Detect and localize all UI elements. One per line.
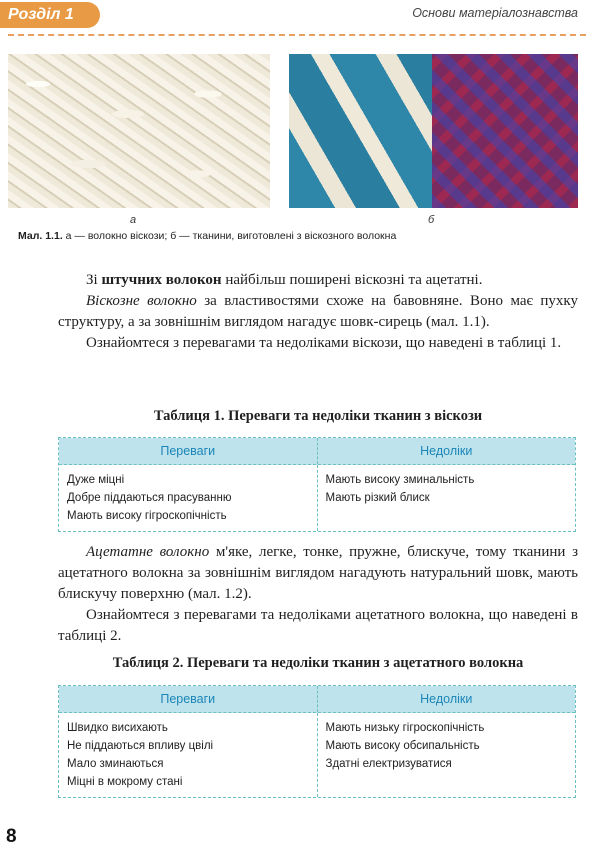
paragraph-3: Ознайомтеся з перевагами та недоліками віскози, що наведені в таблиці 1.	[86, 335, 562, 351]
paragraph-1: Зі штучних волокон найбільш поширені віскозні та ацетатні.	[86, 272, 483, 288]
header-divider	[8, 34, 586, 36]
table-1-disadvantages	[318, 465, 576, 531]
table-cell: Здатні електризуватися	[325, 758, 452, 770]
patterned-fabric-photo	[432, 54, 578, 208]
table-cell: Не піддаються впливу цвілі	[67, 740, 214, 752]
table-cell: Мають низьку гігроскопічність	[325, 722, 485, 734]
table-1-header-disadvantages: Недоліки	[420, 444, 473, 458]
table-2-title: Таблиця 2. Переваги та недоліки тканин з ацетатного волокна	[112, 655, 524, 671]
viscose-fiber-photo	[8, 54, 270, 208]
paragraph-5: Ознайомтеся з перевагами та недоліками ацетатного волокна, що наведені в таблиці 2.	[58, 607, 578, 644]
body-text-block-1	[58, 270, 578, 354]
table-1	[58, 437, 576, 532]
paragraph-4: Ацетатне волокно м'яке, легке, тонке, пружне, блискуче, тому тканини з ацетатного волокна за зовнішнім виглядом нагадують натуральний шовк, мають блискучу поверхню (мал. 1.2).	[58, 544, 578, 602]
running-title: Основи матеріалознавства	[412, 6, 578, 20]
term-artificial-fibers: штучних волокон	[101, 272, 222, 288]
body-text-block-2	[58, 542, 578, 647]
table-2-disadvantages	[318, 713, 576, 797]
table-1-advantages	[59, 465, 318, 531]
table-1-header	[59, 438, 575, 465]
table-2-header-advantages: Переваги	[59, 686, 318, 712]
caption-text: а — волокно віскози; б — тканини, виготовлені з віскозного волокна	[65, 230, 397, 242]
table-2-body	[59, 713, 575, 797]
table-cell: Мають високу зминальність	[325, 474, 475, 486]
table-1-header-advantages: Переваги	[59, 438, 318, 464]
table-1-body	[59, 465, 575, 531]
paragraph-2: Віскозне волокно за властивостями схоже на бавовняне. Воно має пухку структуру, а за зовнішнім виглядом нагадує шовк-сирець (мал. 1.1).	[58, 293, 579, 330]
table-cell: Мають високу гігроскопічність	[67, 510, 227, 522]
figure-label-b: б	[428, 214, 435, 226]
table-cell: Мають різкий блиск	[325, 492, 430, 504]
table-2-header	[59, 686, 575, 713]
figure-caption	[18, 230, 588, 242]
table-cell: Дуже міцні	[67, 474, 125, 486]
table-cell: Мало зминаються	[67, 758, 164, 770]
table-2-header-disadvantages: Недоліки	[420, 692, 473, 706]
page-header	[0, 0, 600, 34]
term-viscose: Віскозне волокно	[86, 293, 197, 309]
term-acetate: Ацетатне волокно	[86, 544, 210, 560]
caption-ref: Мал. 1.1.	[18, 230, 63, 242]
table-2-advantages	[59, 713, 318, 797]
section-tag: Розділ 1	[0, 2, 100, 28]
table-cell: Швидко висихають	[67, 722, 168, 734]
table-cell: Міцні в мокрому стані	[67, 776, 183, 788]
table-1-title: Таблиця 1. Переваги та недоліки тканин з віскози	[153, 408, 483, 424]
page-number: 8	[6, 826, 17, 847]
table-2	[58, 685, 576, 798]
striped-fabric-photo	[289, 54, 432, 208]
table-cell: Мають високу обсипальність	[325, 740, 480, 752]
figure-label-a: а	[130, 214, 137, 226]
table-cell: Добре піддаються прасуванню	[67, 492, 232, 504]
